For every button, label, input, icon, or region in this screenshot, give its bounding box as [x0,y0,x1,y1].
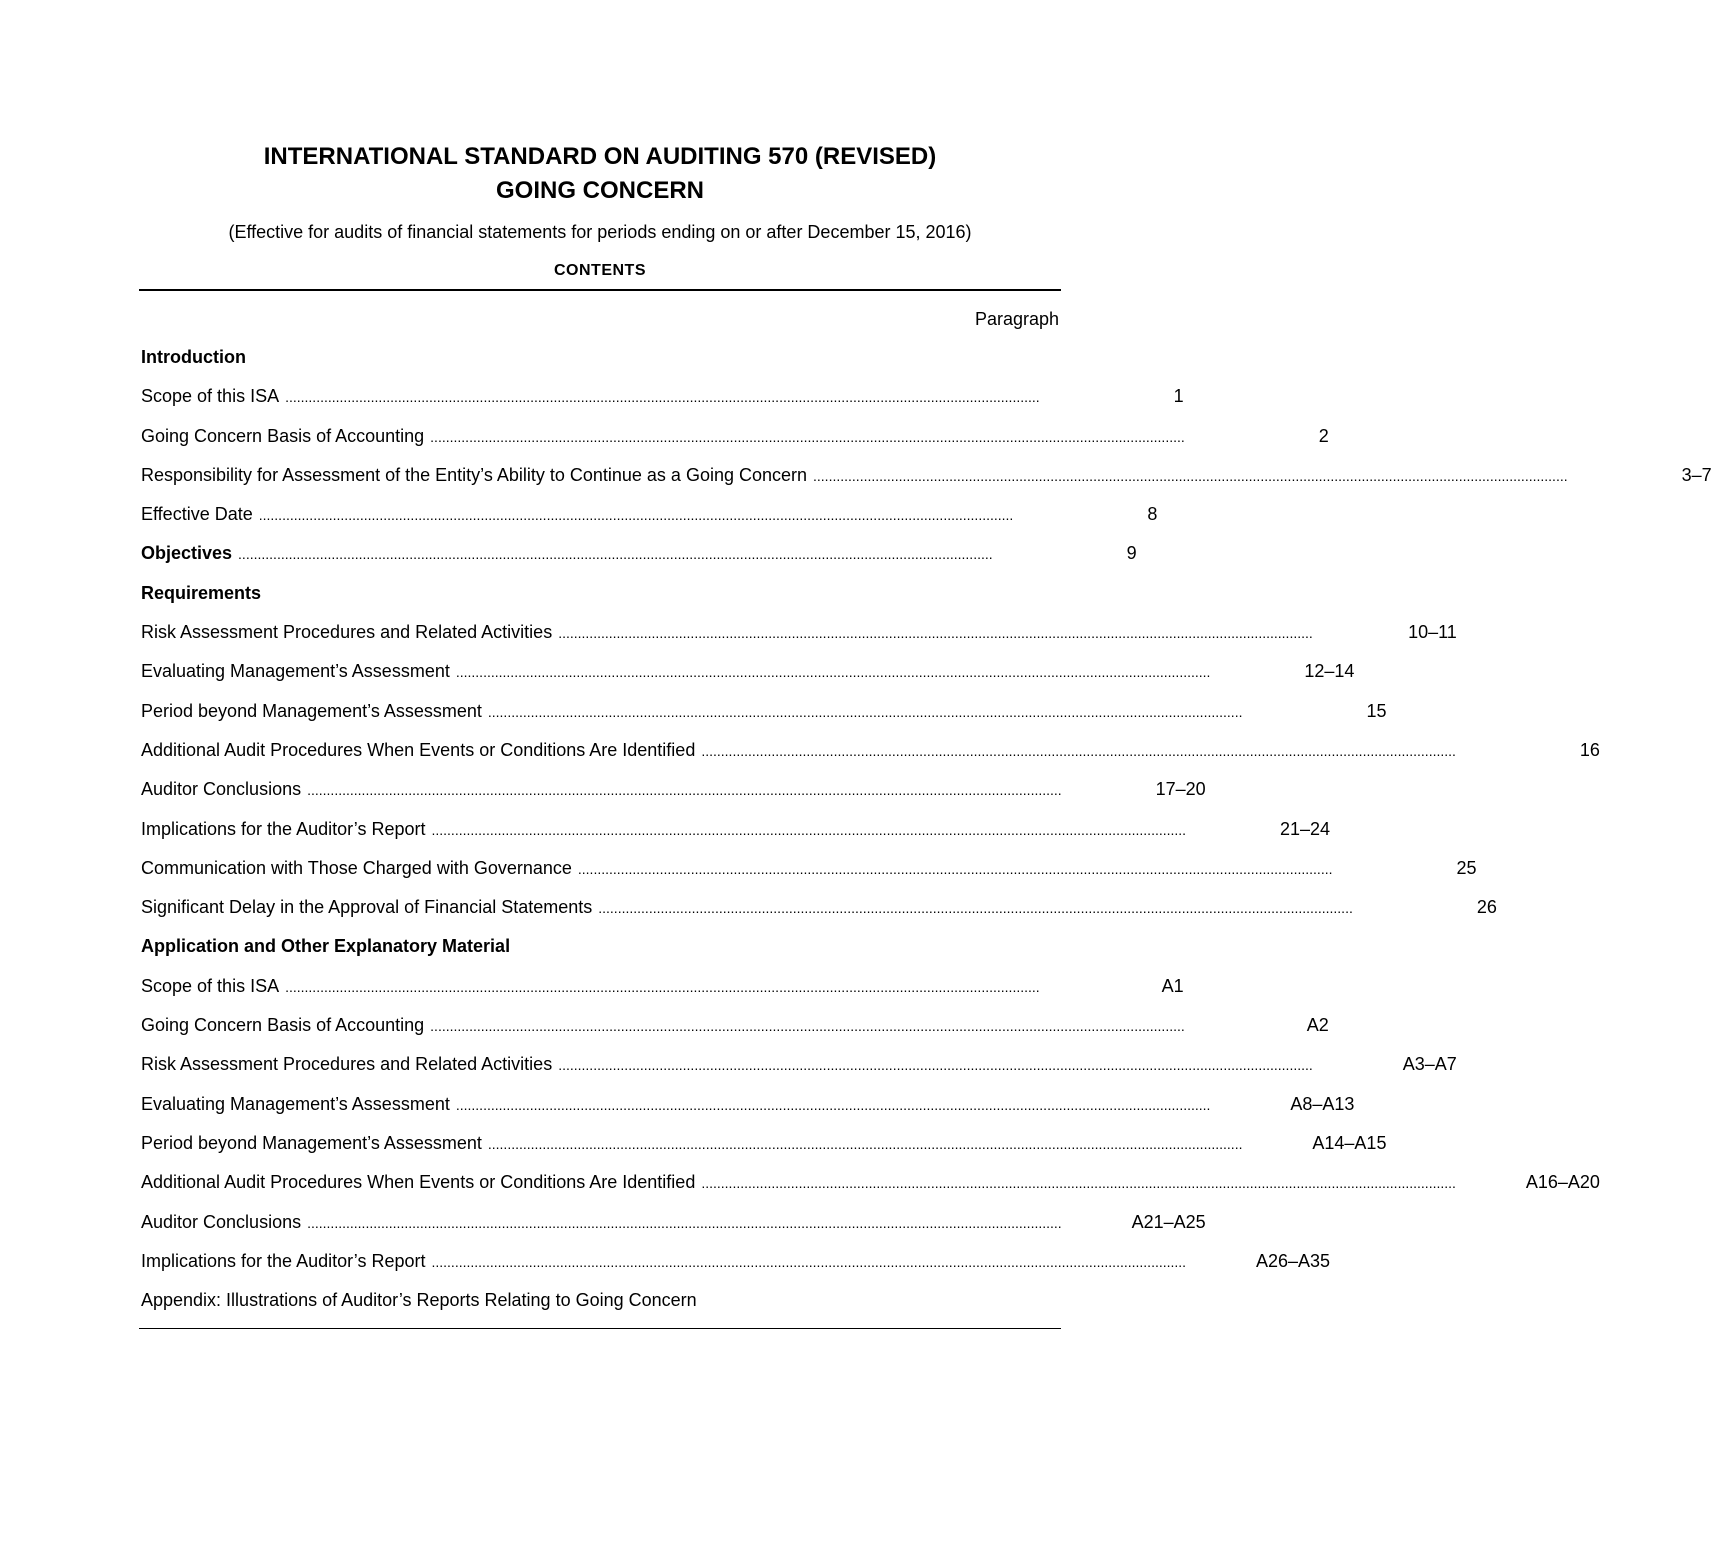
toc-entry-label: Responsibility for Assessment of the Entity’s Ability to Continue as a Going Concern [141,464,808,485]
dot-leader: .................................................................................................................................................................................................. [258,507,1014,524]
toc-entry [141,731,1600,770]
dot-leader: .................................................................................................................................................................................................. [238,546,993,563]
top-divider [139,289,1061,291]
toc-entry [141,377,1184,416]
toc-entry [141,1006,1329,1045]
dot-leader: .................................................................................................................................................................................................. [577,860,1333,877]
toc-entry [141,770,1206,809]
toc-entry-label: Evaluating Management’s Assessment [141,1093,450,1114]
toc-entry-label: Period beyond Management’s Assessment [141,700,482,721]
dot-leader: .................................................................................................................................................................................................. [307,782,1062,799]
toc-entry-paragraph: 21–24 [1280,818,1331,839]
contents-heading: CONTENTS [554,262,646,279]
toc-entry-paragraph: A14–A15 [1312,1132,1387,1153]
toc-entry-label: Risk Assessment Procedures and Related Activities [141,1054,553,1075]
toc-entry [141,1163,1600,1202]
toc-entry [141,613,1457,652]
toc-entry-paragraph: 15 [1366,700,1387,721]
toc-section-heading [141,534,1137,573]
toc-entry-paragraph: A21–A25 [1131,1211,1206,1232]
dot-leader: .................................................................................................................................................................................................. [431,1253,1187,1270]
bottom-divider [139,1328,1061,1329]
toc-entry [141,417,1329,456]
toc-entry [141,456,1712,495]
toc-entry-label: Auditor Conclusions [141,1211,302,1232]
toc-entry-paragraph: A3–A7 [1402,1054,1457,1075]
toc-entry-paragraph: 1 [1173,386,1184,407]
toc-entry [141,1045,1457,1084]
toc-entry-label: Going Concern Basis of Accounting [141,1015,425,1036]
toc-entry [141,1242,1331,1281]
toc-entry [141,810,1331,849]
toc-entry [141,1124,1387,1163]
toc-section-heading [141,338,1059,377]
dot-leader: .................................................................................................................................................................................................. [558,625,1313,642]
toc-entry-paragraph: 25 [1456,857,1477,878]
dot-leader: .................................................................................................................................................................................................. [285,978,1040,995]
toc-entry [141,849,1477,888]
paragraph-column-header: Paragraph [974,309,1059,329]
toc-entry-label: Risk Assessment Procedures and Related Activities [141,622,553,643]
toc-entry-paragraph: A2 [1306,1015,1329,1036]
toc-entry-label: Introduction [141,347,246,367]
toc-entry-label: Implications for the Auditor’s Report [141,1250,426,1271]
standard-title: INTERNATIONAL STANDARD ON AUDITING 570 (REVISED) [263,143,937,170]
toc-entry [141,652,1355,691]
toc-entry-label: Scope of this ISA [141,975,280,996]
toc-entry-label: Period beyond Management’s Assessment [141,1132,482,1153]
dot-leader: .................................................................................................................................................................................................. [431,821,1187,838]
dot-leader: .................................................................................................................................................................................................. [813,467,1568,484]
toc-entry-paragraph: 10–11 [1408,622,1457,643]
toc-entry-label: Appendix: Illustrations of Auditor’s Reports Relating to Going Concern [141,1290,697,1311]
toc-entry-label: Communication with Those Charged with Governance [141,857,572,878]
standard-subtitle: GOING CONCERN [495,177,704,204]
toc-entry-paragraph: 8 [1147,504,1158,525]
toc-entry-paragraph: 12–14 [1304,661,1355,682]
dot-leader: .................................................................................................................................................................................................. [430,1018,1185,1035]
toc-entry [141,1203,1206,1242]
toc-entry-paragraph: 3–7 [1681,464,1712,485]
toc-entry-label: Evaluating Management’s Assessment [141,661,450,682]
toc-entry-label: Auditor Conclusions [141,779,302,800]
toc-entry [141,967,1184,1006]
toc-entry [141,1085,1355,1124]
toc-entry-label: Scope of this ISA [141,386,280,407]
dot-leader: .................................................................................................................................................................................................. [558,1057,1313,1074]
toc-entry-paragraph: 9 [1126,543,1137,564]
dot-leader: .................................................................................................................................................................................................. [430,428,1185,445]
dot-leader: .................................................................................................................................................................................................. [285,389,1040,406]
toc-entry-label: Requirements [141,582,262,603]
dot-leader: .................................................................................................................................................................................................. [487,703,1243,720]
dot-leader: .................................................................................................................................................................................................. [487,1135,1243,1152]
toc-section-heading [141,574,1059,613]
dot-leader: .................................................................................................................................................................................................. [598,900,1353,917]
effective-date-note: (Effective for audits of financial statements for periods ending on or after December 15, 2016) [228,222,972,242]
toc-entry-paragraph: A1 [1161,975,1184,996]
toc-entry-paragraph: 26 [1476,897,1497,918]
toc-entry-label: Objectives [141,543,233,564]
toc-entry-label: Implications for the Auditor’s Report [141,818,426,839]
toc-entry-paragraph: 2 [1318,425,1329,446]
toc-entry-label: Effective Date [141,504,253,525]
toc-entry [141,888,1497,927]
dot-leader: .................................................................................................................................................................................................. [701,742,1456,759]
table-of-contents [141,300,1712,1320]
toc-entry-paragraph: 17–20 [1155,779,1206,800]
toc-section-heading [141,927,1059,966]
toc-entry-paragraph: A16–A20 [1525,1172,1600,1193]
toc-entry-paragraph: A8–A13 [1290,1093,1355,1114]
toc-entry-paragraph: 16 [1579,739,1600,760]
toc-entries [141,338,1712,1320]
toc-entry-label: Additional Audit Procedures When Events or Conditions Are Identified [141,1172,696,1193]
toc-entry-paragraph: A26–A35 [1256,1250,1331,1271]
dot-leader: .................................................................................................................................................................................................. [455,1096,1211,1113]
dot-leader: .................................................................................................................................................................................................. [307,1214,1062,1231]
toc-entry-label: Significant Delay in the Approval of Financial Statements [141,897,593,918]
toc-entry-label: Additional Audit Procedures When Events or Conditions Are Identified [141,739,696,760]
toc-entry [141,692,1387,731]
toc-entry-label: Going Concern Basis of Accounting [141,425,425,446]
toc-entry-label: Application and Other Explanatory Material [141,936,511,957]
dot-leader: .................................................................................................................................................................................................. [455,664,1211,681]
toc-entry [141,495,1158,534]
dot-leader: .................................................................................................................................................................................................. [701,1175,1456,1192]
toc-entry [141,1281,1059,1320]
